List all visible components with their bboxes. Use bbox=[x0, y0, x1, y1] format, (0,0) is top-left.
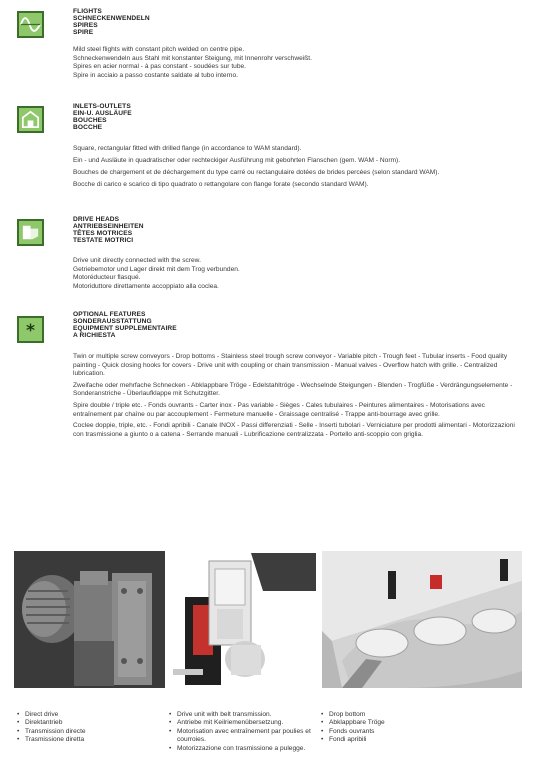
heading-it: BOCCHE bbox=[73, 124, 103, 131]
text-en: Square, rectangular fitted with drilled flange (in accordance to WAM standard). bbox=[73, 145, 302, 152]
svg-text:*: * bbox=[25, 321, 36, 341]
list-item: • Fondi apribili bbox=[320, 736, 460, 744]
heading-fr: SPIRES bbox=[73, 22, 98, 29]
list-item: • Drive unit with belt transmission. bbox=[168, 711, 314, 719]
heading-en: FLIGHTS bbox=[73, 8, 102, 15]
section-text bbox=[73, 353, 523, 442]
heading-it: A RICHIESTA bbox=[73, 332, 116, 339]
text-fr: Spires en acier normal - à pas constant - soudées sur tube. bbox=[73, 63, 246, 71]
section-headings bbox=[73, 311, 177, 339]
text-en: Drive unit directly connected with the screw. bbox=[73, 257, 201, 264]
list-item: • Drop bottom bbox=[320, 711, 460, 719]
photo-belt-drive bbox=[171, 551, 316, 688]
text-de: Zweifache oder mehrfache Schnecken - Abklappbare Tröge - Edelstahltröge - Wechselnde Steigungen - Blenden - Trogfüße - Verdrängungselemente - Sonderanstriche - Überlaufklappe mit Schutzgitter. bbox=[73, 381, 513, 398]
heading-fr: BOUCHES bbox=[73, 117, 107, 124]
text-en: Twin or multiple screw conveyors - Drop bottoms - Stainless steel trough screw conveyor - Variable pitch - Trough feet - Tubular inserts - Food quality painting - Quick closing hooks for covers - Drive unit with coupling or chain transmission - Manual valves - Overflow hatch with grille. - Centralized lubrication. bbox=[73, 353, 508, 378]
heading-en: DRIVE HEADS bbox=[73, 216, 120, 223]
list-item: • Motorisation avec entraînement par poulies et courroies. bbox=[168, 728, 314, 745]
text-de: Schneckenwendeln aus Stahl mit konstanter Steigung, mit Innenrohr verschweißt. bbox=[73, 54, 312, 62]
heading-de: EIN-U. AUSLÄUFE bbox=[73, 110, 132, 117]
photo-direct-drive bbox=[14, 551, 165, 688]
heading-de: SONDERAUSSTATTUNG bbox=[73, 318, 152, 325]
heading-fr: TÊTES MOTRICES bbox=[73, 230, 133, 237]
screw-flight-icon bbox=[17, 11, 44, 38]
text-it: Motoriduttore direttamente accoppiato alla coclea. bbox=[73, 282, 219, 290]
caption-drop-bottom bbox=[320, 711, 460, 745]
section-headings bbox=[73, 8, 150, 36]
list-item: • Direktantrieb bbox=[16, 719, 156, 727]
list-item: • Fonds ouvrants bbox=[320, 728, 460, 736]
section-headings bbox=[73, 103, 132, 131]
text-de: Getriebemotor und Lager direkt mit dem Trog verbunden. bbox=[73, 265, 240, 273]
text-it: Spire in acciaio a passo costante saldate al tubo interno. bbox=[73, 71, 238, 79]
heading-en: OPTIONAL FEATURES bbox=[73, 311, 146, 318]
asterisk-icon bbox=[17, 316, 44, 343]
text-en: Mild steel flights with constant pitch welded on centre pipe. bbox=[73, 46, 245, 53]
text-fr: Motoréducteur flasqué. bbox=[73, 274, 141, 282]
inlet-outlet-icon bbox=[17, 106, 44, 133]
heading-it: TESTATE MOTRICI bbox=[73, 237, 134, 244]
heading-fr: EQUIPMENT SUPPLEMENTAIRE bbox=[73, 325, 177, 332]
caption-direct-drive bbox=[16, 711, 156, 745]
section-text bbox=[73, 257, 523, 291]
caption-belt-drive bbox=[168, 711, 314, 753]
heading-de: SCHNECKENWENDELN bbox=[73, 15, 150, 22]
list-item: • Direct drive bbox=[16, 711, 156, 719]
list-item: • Trasmissione diretta bbox=[16, 736, 156, 744]
heading-en: INLETS-OUTLETS bbox=[73, 103, 131, 110]
drive-head-icon bbox=[17, 219, 44, 246]
text-fr: Bouches de chargement et de déchargement du type carré ou rectangulaire dotées de brides percées (selon standard WAM). bbox=[73, 169, 440, 176]
section-headings bbox=[73, 216, 144, 244]
section-text bbox=[73, 143, 523, 191]
heading-it: SPIRE bbox=[73, 29, 94, 36]
list-item: • Abklappbare Tröge bbox=[320, 719, 460, 727]
list-item: • Transmission directe bbox=[16, 728, 156, 736]
text-it: Bocche di carico e scarico di tipo quadrato o rettangolare con flange forate (secondo standard WAM). bbox=[73, 181, 369, 188]
photo-drop-bottom bbox=[322, 551, 522, 688]
text-fr: Spire double / triple etc. - Fonds ouvrants - Carter inox - Pas variable - Sièges - Cales tubulaires - Peintures alimentaires - Motorisations avec entraînement par chaîne ou par accouplement - Fermeture manuelle - Graissage centralisé - Trappe anti-bourrage avec grille. bbox=[73, 401, 485, 418]
heading-de: ANTRIEBSEINHEITEN bbox=[73, 223, 144, 230]
list-item: • Antriebe mit Keilriemenübersetzung. bbox=[168, 719, 314, 727]
text-de: Ein - und Ausläute in quadratischer oder rechteckiger Ausführung mit gebohrten Flanschen (gem. WAM - Norm). bbox=[73, 157, 401, 164]
list-item: • Motorizzazione con trasmissione a pulegge. bbox=[168, 745, 314, 753]
text-it: Coclee doppie, triple, etc. - Fondi apribili - Canale INOX - Passi differenziati - Selle - Inserti tubolari - Verniciature per prodotti alimentari - Motorizzazioni con trasmissione a giunto o a catena - Serrande manuali - Lubrificazione centralizzata - Portello anti-scoppio con griglia. bbox=[73, 422, 515, 438]
section-text bbox=[73, 46, 523, 80]
